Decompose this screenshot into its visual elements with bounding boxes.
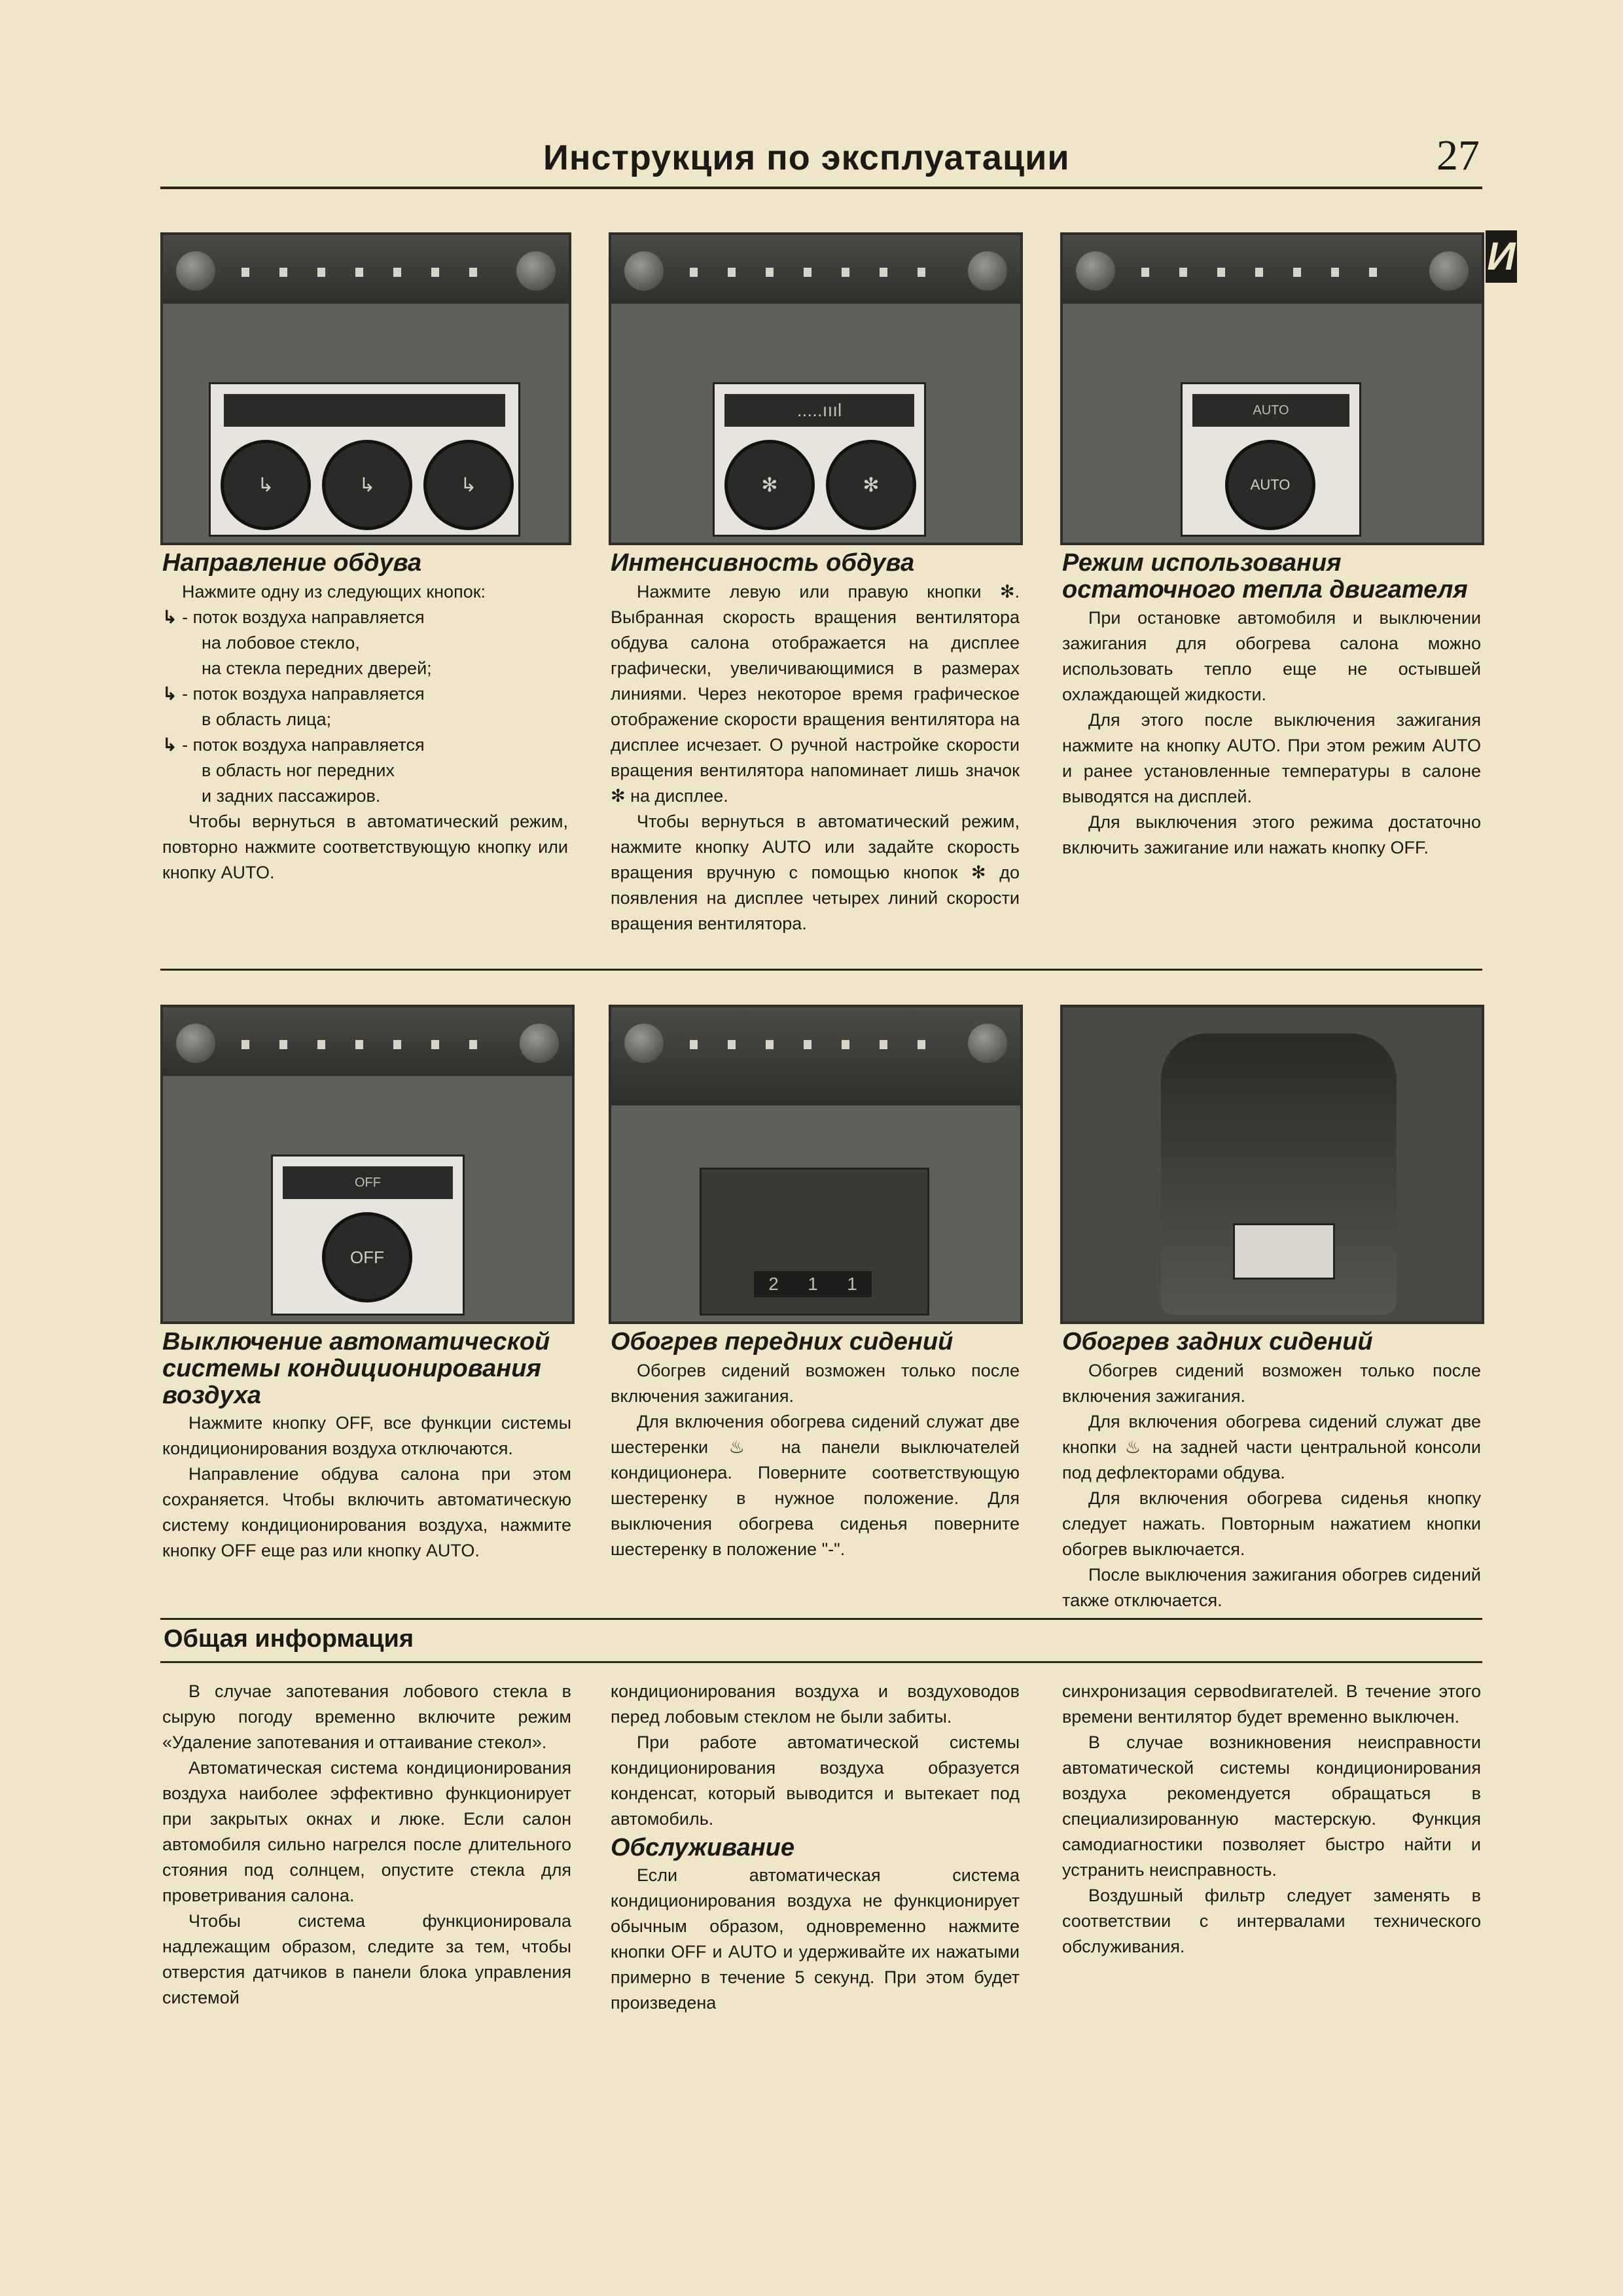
heading-service: Обслуживание (611, 1834, 795, 1861)
feet-flow-icon: ↳ (162, 735, 177, 755)
page-header-title: Инструкция по эксплуатации (543, 138, 1070, 177)
seat-heating-scale: 2 1 1 (754, 1271, 872, 1297)
climate-panel (163, 235, 569, 304)
inset-off-button (271, 1155, 465, 1316)
inset-fan-speed (713, 382, 926, 537)
text-general-col2: кондиционирования воздуха и воздуховодов перед лобовым стеклом не были забиты. При работе автоматической системы кондиционирования воздуха образуется конденсат, который выводится и вытекает под автомобиль. Обслуживание Если автоматическая система кондиционирования воздуха не функционирует обычным образом, одновременно нажмите кнопки OFF и AUTO и удерживайте их нажатыми примерно в течение 5 секунд. При этом будет произведена (611, 1681, 1020, 2013)
heading-rear-seat-heating: Обогрев задних сидений (1062, 1328, 1373, 1355)
heading-ac-off: Выключение автоматической системы кондиционирования воздуха (162, 1328, 550, 1409)
windshield-flow-icon: ↳ (162, 607, 177, 627)
airflow-feet-icon: ↳ (423, 440, 514, 530)
text-air-direction: Нажмите одну из следующих кнопок: ↳ - поток воздуха направляется на лобовое стекло, на стекла передних дверей; ↳ - поток воздуха направляется в область лица; ↳ - поток воздуха направляется в область ног передних и задних пассажиров. Чтобы вернуться в автоматический режим, повторно нажмите соответствующую кнопку или кнопку AUTO. (162, 582, 568, 882)
rear-seat-heat-buttons (1233, 1223, 1335, 1280)
page-number: 27 (1436, 132, 1480, 179)
general-info-title: Общая информация (164, 1625, 414, 1653)
text-general-col1: В случае запотевания лобового стекла в сырую погоду временно включите режим «Удаление запотевания и оттаивание стекол». Автоматическая система кондиционирования воздуха наиболее эффективно функционирует при закрытых окнах и люке. Если салон автомобиля сильно нагрелся после длительного стояния под солнцем, опустите стекла для проветривания салона. Чтобы система функционировала надлежащим образом, следите за тем, чтобы отверстия датчиков в панели блока управления системой (162, 1681, 571, 2007)
figure-front-seat-heating (609, 1005, 1023, 1324)
auto-display: AUTO (1192, 394, 1349, 427)
auto-button-icon: AUTO (1225, 440, 1315, 530)
inset-seat-heating-wheels (700, 1168, 929, 1316)
header-rule (160, 187, 1482, 189)
figure-off-button (160, 1005, 575, 1324)
off-display: OFF (283, 1166, 453, 1199)
airflow-windshield-icon: ↳ (221, 440, 311, 530)
text-residual-heat: При остановке автомобиля и выключении зажигания для обогрева салона можно использовать тепло еще не остывшей охлаждающей жидкости. Для этого после выключения зажигания нажмите на кнопку AUTO. При этом режим AUTO и ранее установленные температуры в салоне выводятся на дисплей. Для выключения этого режима достаточно включить зажигание или нажать кнопку OFF. (1062, 608, 1481, 857)
heading-residual-heat: Режим использования остаточного тепла двигателя (1062, 549, 1468, 603)
text-general-col3: синхронизация сервodвигателей. В течение этого времени вентилятор будет временно выключен. В случае возникновения неисправности автоматической системы кондиционирования воздуха рекомендуется обращаться в специализированную мастерскую. Функция самодиагностики позволяет быстро найти и устранить неисправность. Воздушный фильтр следует заменять в соответствии с интервалами технического обслуживания. (1062, 1681, 1481, 1956)
airflow-face-icon: ↳ (322, 440, 412, 530)
fan-right-button-icon: ✻ (826, 440, 916, 530)
inset-auto-mode (1181, 382, 1361, 537)
fan-speed-display: .....ıııl (724, 394, 914, 427)
fan-left-button-icon: ✻ (724, 440, 815, 530)
text-front-seat-heating: Обогрев сидений возможен только после включения зажигания. Для включения обогрева сидений служат две шестеренки ♨ на панели выключателей кондиционера. Поверните соответствующую шестеренку в нужное положение. Для выключения обогрева сиденья поверните шестеренку в положение "-". (611, 1361, 1020, 1559)
text-ac-off: Нажмите кнопку OFF, все функции системы кондиционирования воздуха отключаются. Направление обдува салона при этом сохраняется. Чтобы включить автоматическую систему кондиционирования воздуха, нажмите кнопку OFF еще раз или кнопку AUTO. (162, 1413, 571, 1560)
inset-air-direction (209, 382, 520, 537)
middle-rule (160, 969, 1482, 971)
heading-front-seat-heating: Обогрев передних сидений (611, 1328, 954, 1355)
face-flow-icon: ↳ (162, 684, 177, 704)
heading-fan-speed: Интенсивность обдува (611, 549, 915, 577)
figure-fan-speed (609, 232, 1023, 545)
off-button-icon: OFF (322, 1212, 412, 1302)
heading-air-direction: Направление обдува (162, 549, 422, 577)
figure-air-direction (160, 232, 571, 545)
general-rule (160, 1618, 1482, 1620)
general-title-rule (160, 1661, 1482, 1663)
section-tab: И (1486, 230, 1517, 283)
text-fan-speed: Нажмите левую или правую кнопки ✻. Выбранная скорость вращения вентилятора обдува салона отображается на дисплее графически, увеличивающимися в размерах линиями. Через некоторое время графическое отображение скорости вращения вентилятора на дисплее исчезает. О ручной настройке скорости вращения вентилятора напоминает лишь значок ✻ на дисплее. Чтобы вернуться в автоматический режим, нажмите кнопку AUTO или задайте скорость вращения вручную с помощью кнопок ✻ до появления на дисплее четырех линий скорости вращения вентилятора. (611, 582, 1020, 933)
text-rear-seat-heating: Обогрев сидений возможен только после включения зажигания. Для включения обогрева сидений служат две кнопки ♨ на задней части центральной консоли под дефлекторами обдува. Для включения обогрева сиденья кнопку следует нажать. Повторным нажатием кнопки обогрев выключается. После выключения зажигания обогрев сидений также отключается. (1062, 1361, 1481, 1610)
figure-rear-seat-heating (1060, 1005, 1484, 1324)
figure-auto-mode (1060, 232, 1484, 545)
